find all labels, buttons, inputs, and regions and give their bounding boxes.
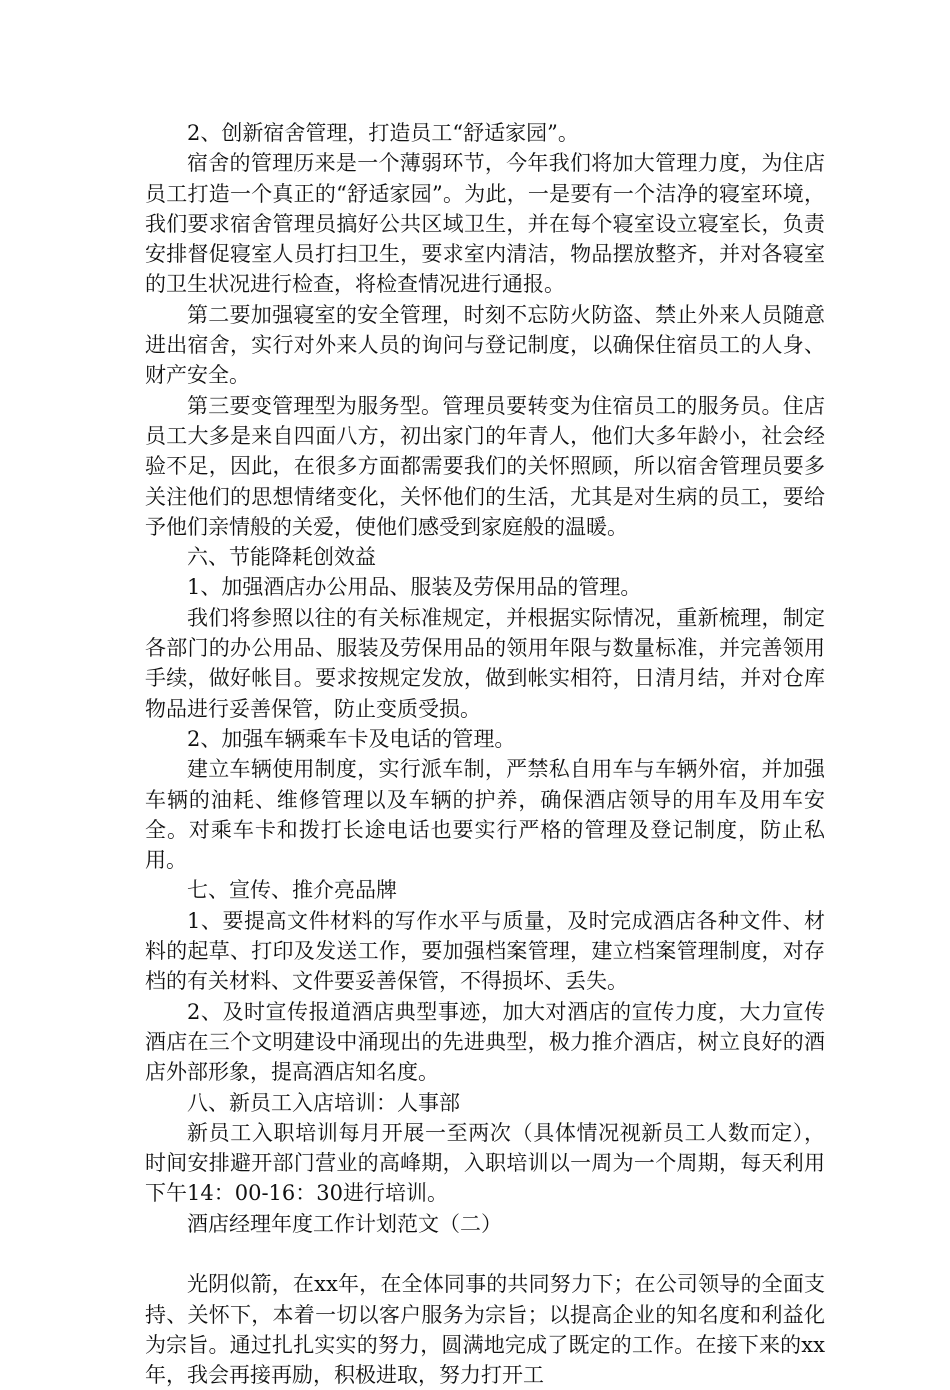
paragraph-dorm-safety: 第二要加强寝室的安全管理，时刻不忘防火防盗、禁止外来人员随意进出宿舍，实行对外来人员的询问与登记制度，以确保住宿员工的人身、财产安全。 (145, 302, 825, 388)
paragraph-dorm-heading: 2、创新宿舍管理，打造员工“舒适家园”。 (187, 121, 579, 145)
paragraph-dorm-service: 第三要变管理型为服务型。管理员要转变为住宿员工的服务员。住店员工大多是来自四面八方，初出家门的年青人，他们大多年龄小，社会经验不足，因此，在很多方面都需要我们的关怀照顾，所以宿舍管理员要多关注他们的思想情绪变化，关怀他们的生活，尤其是对生病的员工，要给予他们亲情般的关爱，使他们感受到家庭般的温暖。 (145, 393, 825, 539)
paragraph-dorm-management: 宿舍的管理历来是一个薄弱环节，今年我们将加大管理力度，为住店员工打造一个真正的“舒适家园”。为此，一是要有一个洁净的寝室环境，我们要求宿舍管理员搞好公共区域卫生，并在每个寝室设立寝室长，负责安排督促寝室人员打扫卫生，要求室内清洁，物品摆放整齐，并对各寝室的卫生状况进行检查，将检查情况进行通报。 (145, 151, 825, 297)
paragraph-training: 新员工入职培训每月开展一至两次（具体情况视新员工人数而定），时间安排避开部门营业的高峰期，入职培训以一周为一个周期，每天利用下午14：00-16：30进行培训。 (145, 1120, 825, 1206)
paragraph-supplies-heading: 1、加强酒店办公用品、服装及劳保用品的管理。 (187, 575, 642, 600)
blank-line (145, 1239, 825, 1269)
document-body (145, 118, 825, 1390)
paragraph-supplies: 我们将参照以往的有关标准规定，并根据实际情况，重新梳理，制定各部门的办公用品、服装及劳保用品的领用年限与数量标准，并完善领用手续，做好帐目。要求按规定发放，做到帐实相符，日清月结，并对仓库物品进行妥善保管，防止变质受损。 (145, 605, 825, 721)
paragraph-vehicle: 建立车辆使用制度，实行派车制，严禁私自用车与车辆外宿，并加强车辆的油耗、维修管理以及车辆的护养，确保酒店领导的用车及用车安全。对乘车卡和拨打长途电话也要实行严格的管理及登记制度，防止私用。 (145, 757, 825, 873)
paragraph-intro: 光阴似箭，在xx年，在全体同事的共同努力下；在公司领导的全面支持、关怀下，本着一切以客户服务为宗旨；以提高企业的知名度和利益化为宗旨。通过扎扎实实的努力，圆满地完成了既定的工作。在接下来的xx年，我会再接再励，积极进取，努力打开工 (145, 1272, 825, 1388)
paragraph-vehicle-heading: 2、加强车辆乘车卡及电话的管理。 (187, 726, 516, 751)
section-heading-publicity: 七、宣传、推介亮品牌 (187, 878, 397, 903)
document-subtitle: 酒店经理年度工作计划范文（二） (187, 1211, 502, 1236)
paragraph-publicity: 2、及时宣传报道酒店典型事迹，加大对酒店的宣传力度，大力宣传酒店在三个文明建设中涌现出的先进典型，极力推介酒店，树立良好的酒店外部形象，提高酒店知名度。 (145, 999, 825, 1085)
section-heading-training: 八、新员工入店培训：人事部 (187, 1090, 460, 1115)
paragraph-documents: 1、要提高文件材料的写作水平与质量，及时完成酒店各种文件、材料的起草、打印及发送工作，要加强档案管理，建立档案管理制度，对存档的有关材料、文件要妥善保管，不得损坏、丢失。 (145, 908, 825, 994)
section-heading-energy: 六、节能降耗创效益 (187, 545, 376, 570)
